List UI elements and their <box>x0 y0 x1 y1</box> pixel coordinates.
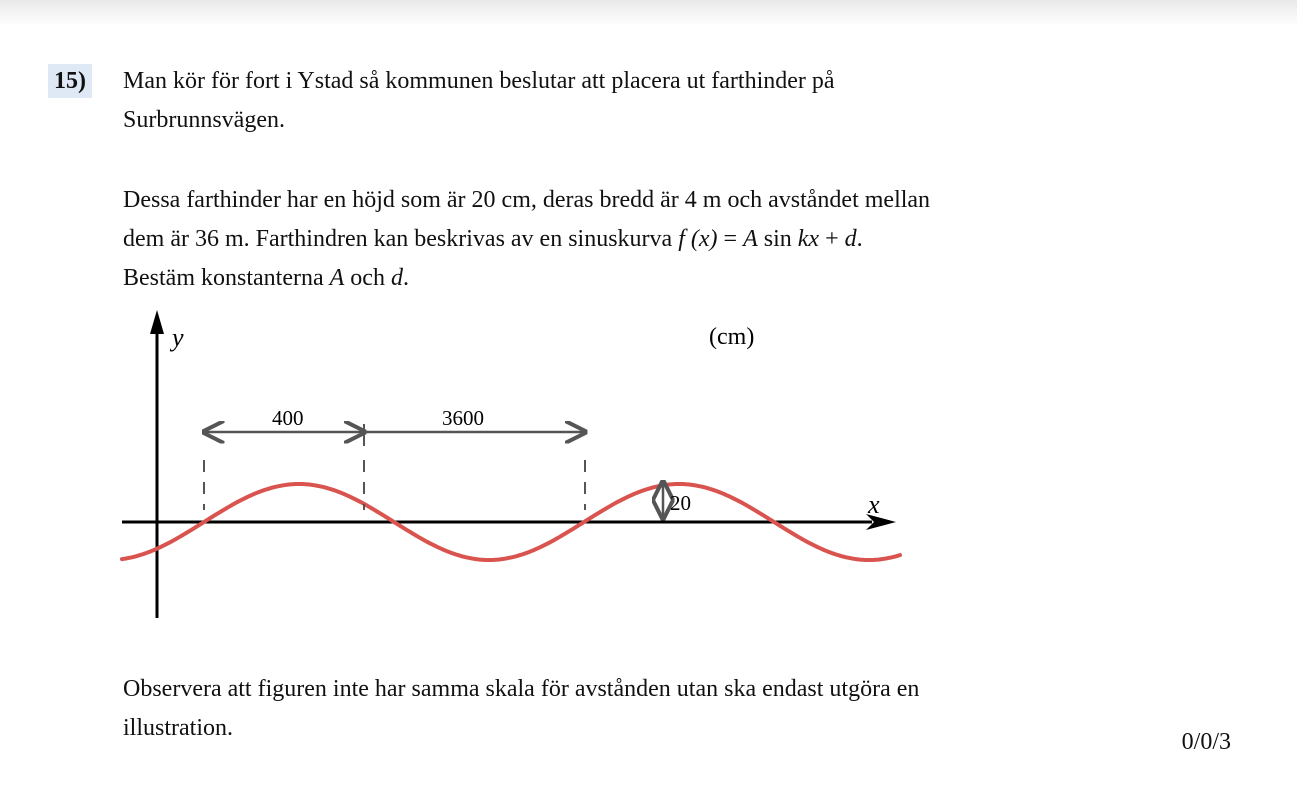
question-description <box>123 181 1123 298</box>
dimension-height-label: 20 <box>670 491 691 515</box>
sine-figure <box>110 300 910 630</box>
question-number: 15) <box>48 64 92 98</box>
y-axis-arrow-icon <box>150 310 164 334</box>
constant-A: A <box>329 265 345 291</box>
question-note <box>123 670 1123 748</box>
x-axis-label: x <box>868 490 880 519</box>
description-line-3-text: Bestäm konstanterna <box>123 265 330 291</box>
formula-kx: kx <box>797 226 820 252</box>
description-and: och <box>344 265 391 291</box>
description-line-1: Dessa farthinder har en höjd som är 20 cm, deras bredd är 4 m och avståndet mellan <box>123 187 931 213</box>
formula-equals: = <box>717 226 744 252</box>
intro-line-1: Man kör för fort i Ystad så kommunen beslutar att placera ut farthinder på <box>123 68 835 94</box>
unit-label: (cm) <box>709 324 755 350</box>
formula-plus: + <box>819 226 845 252</box>
formula-f: f <box>678 226 685 252</box>
formula-period: . <box>856 226 863 252</box>
score-points: 0/0/3 <box>1181 729 1231 755</box>
note-line-2: illustration. <box>123 715 233 741</box>
dimension-width-label: 400 <box>272 406 304 430</box>
formula-sin: sin <box>757 226 798 252</box>
description-line-3 <box>123 259 1123 298</box>
dimension-gap-label: 3600 <box>442 406 484 430</box>
formula-A: A <box>743 226 758 252</box>
top-shadow-bar <box>0 0 1297 26</box>
description-line-2 <box>123 220 1123 259</box>
description-line-2-text: dem är 36 m. Farthindren kan beskrivas av en sinuskurva <box>123 226 679 252</box>
note-line-1: Observera att figuren inte har samma skala för avstånden utan ska endast utgöra en <box>123 676 920 702</box>
intro-line-2: Surbrunnsvägen. <box>123 107 285 133</box>
question-intro <box>123 62 1023 140</box>
y-axis-label: y <box>172 323 184 352</box>
constant-d: d <box>390 265 403 291</box>
formula-d: d <box>844 226 857 252</box>
formula-x: (x) <box>690 226 718 252</box>
description-period: . <box>402 265 409 291</box>
